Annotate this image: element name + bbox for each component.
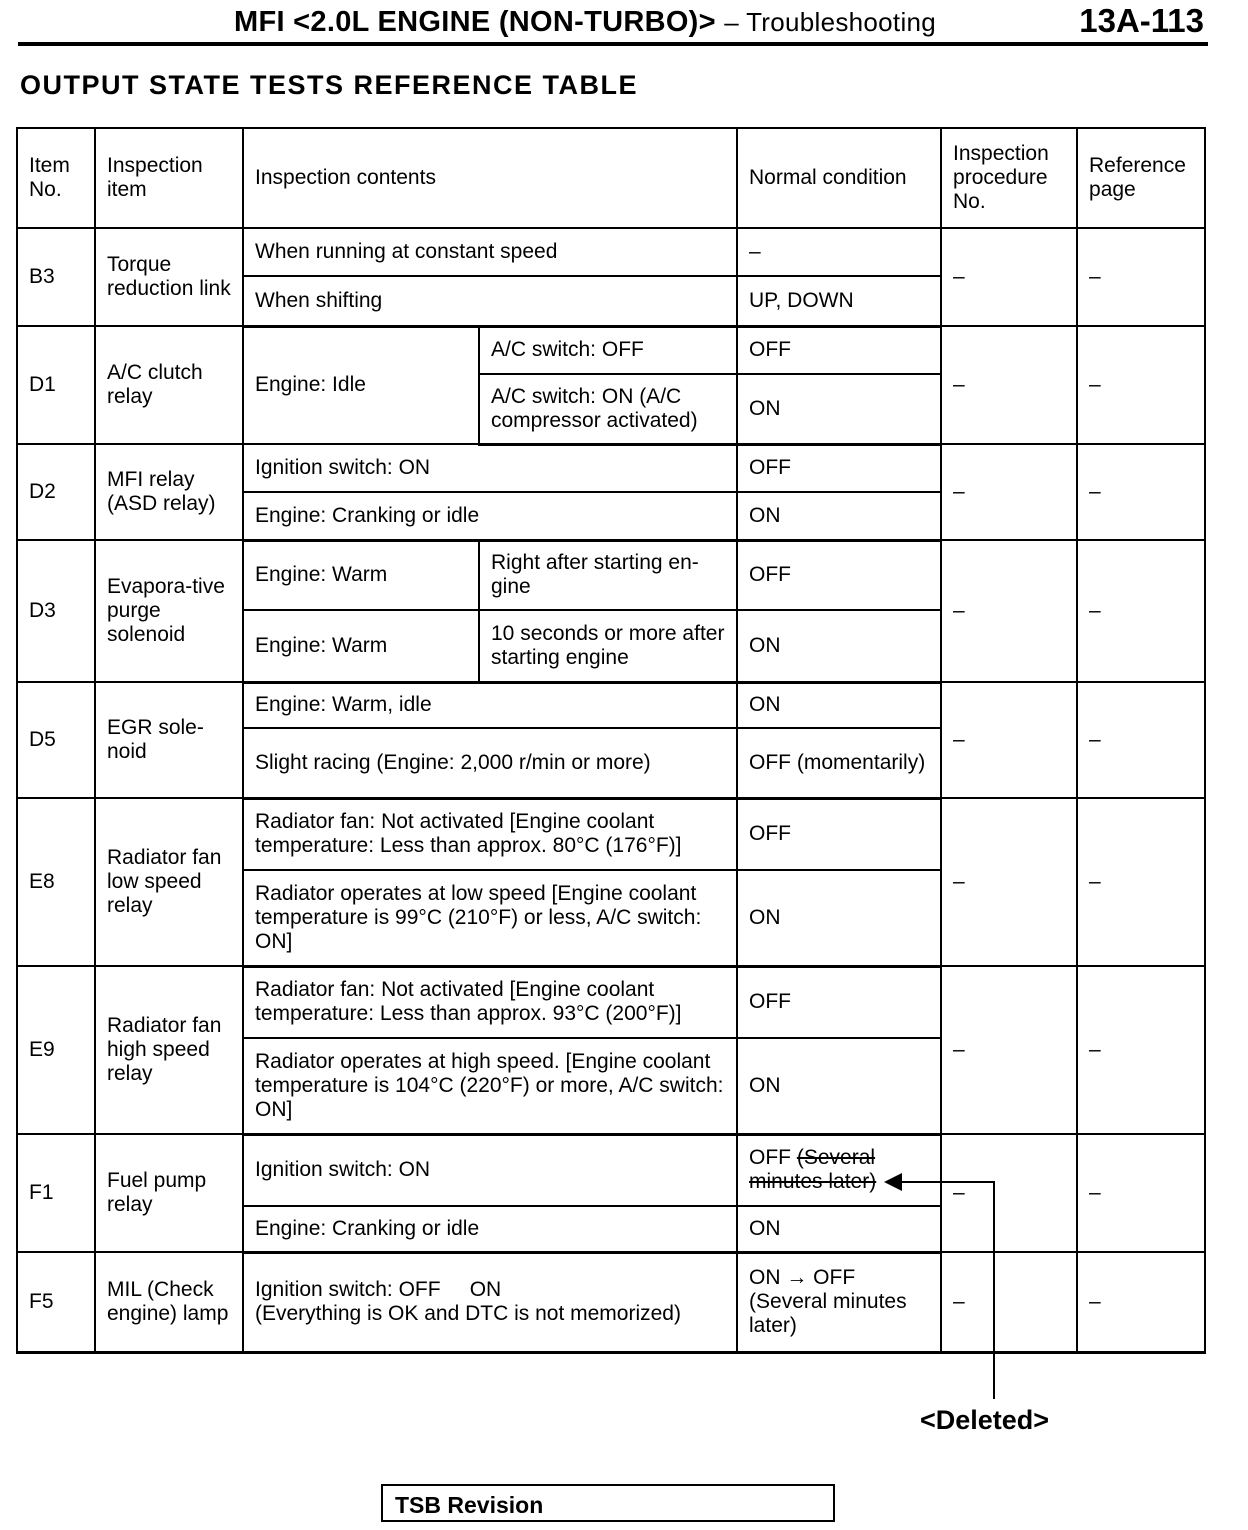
procedure-no: – <box>941 798 1077 966</box>
col-inspection-contents: Inspection contents <box>243 128 737 228</box>
page-header <box>18 2 1208 40</box>
deleted-text: (Several minutes later) <box>749 1146 877 1194</box>
normal-condition: – <box>737 228 941 276</box>
item-no: B3 <box>17 228 95 326</box>
col-normal-condition: Normal condition <box>737 128 941 228</box>
table-row <box>17 798 1205 870</box>
normal-condition <box>737 1134 941 1206</box>
procedure-no: – <box>941 682 1077 798</box>
inspection-content: Ignition switch: ON <box>243 444 737 492</box>
inspection-condition: Engine: Warm <box>243 540 479 610</box>
deleted-annotation: <Deleted> <box>920 1405 1050 1435</box>
inspection-content: A/C switch: ON (A/C compressor activated) <box>479 374 737 444</box>
inspection-item: Fuel pump relay <box>95 1134 243 1252</box>
reference-page: – <box>1077 444 1205 540</box>
normal-condition: ON <box>737 610 941 682</box>
inspection-content: A/C switch: OFF <box>479 326 737 374</box>
inspection-condition: Engine: Warm <box>243 610 479 682</box>
procedure-no: – <box>941 444 1077 540</box>
normal-condition: OFF <box>737 540 941 610</box>
item-no: D2 <box>17 444 95 540</box>
table-row <box>17 228 1205 276</box>
inspection-item: Torque reduction link <box>95 228 243 326</box>
header-rule <box>18 42 1208 46</box>
item-no: F5 <box>17 1252 95 1352</box>
procedure-no: – <box>941 228 1077 326</box>
inspection-content: Radiator fan: Not activated [Engine coolant temperature: Less than approx. 80°C (176°F)] <box>243 798 737 870</box>
col-item-no: Item No. <box>17 128 95 228</box>
header-subtitle: – Troubleshooting <box>724 7 937 37</box>
inspection-content: When running at constant speed <box>243 228 737 276</box>
col-procedure-no: Inspection procedure No. <box>941 128 1077 228</box>
item-no: E9 <box>17 966 95 1134</box>
col-inspection-item: Inspection item <box>95 128 243 228</box>
reference-page: – <box>1077 1252 1205 1352</box>
inspection-content: Slight racing (Engine: 2,000 r/min or more) <box>243 728 737 798</box>
procedure-no: – <box>941 1134 1077 1252</box>
table-row <box>17 326 1205 374</box>
inspection-content: Engine: Warm, idle <box>243 682 737 728</box>
inspection-item: MIL (Check engine) lamp <box>95 1252 243 1352</box>
reference-page: – <box>1077 966 1205 1134</box>
inspection-content: Radiator operates at low speed [Engine coolant temperature is 99°C (210°F) or less, A/C switch: ON] <box>243 870 737 966</box>
table-row <box>17 540 1205 610</box>
reference-page: – <box>1077 228 1205 326</box>
inspection-content: Ignition switch: ON <box>243 1134 737 1206</box>
deleted-leader-horizontal <box>893 1181 993 1183</box>
item-no: E8 <box>17 798 95 966</box>
inspection-content-line: Ignition switch: OFF ON <box>255 1277 502 1301</box>
item-no: F1 <box>17 1134 95 1252</box>
arrow-left-icon <box>884 1173 902 1191</box>
inspection-content: Radiator operates at high speed. [Engine coolant temperature is 104°C (220°F) or more, A/C switch: ON] <box>243 1038 737 1134</box>
inspection-content-line: (Everything is OK and DTC is not memorized) <box>255 1302 681 1325</box>
reference-page: – <box>1077 540 1205 682</box>
inspection-item: Radiator fan low speed relay <box>95 798 243 966</box>
reference-page: – <box>1077 1134 1205 1252</box>
inspection-content: 10 seconds or more after starting engine <box>479 610 737 682</box>
normal-condition: ON <box>737 682 941 728</box>
page-number: 13A-113 <box>1079 2 1204 39</box>
normal-condition: OFF <box>737 326 941 374</box>
table-row <box>17 682 1205 728</box>
inspection-content: Radiator fan: Not activated [Engine coolant temperature: Less than approx. 93°C (200°F)] <box>243 966 737 1038</box>
inspection-item: Radiator fan high speed relay <box>95 966 243 1134</box>
normal-condition: OFF <box>737 798 941 870</box>
item-no: D5 <box>17 682 95 798</box>
normal-condition: OFF <box>737 966 941 1038</box>
procedure-no: – <box>941 966 1077 1134</box>
normal-condition: ON <box>737 870 941 966</box>
procedure-no: – <box>941 540 1077 682</box>
inspection-content: Right after starting en-gine <box>479 540 737 610</box>
normal-condition: ON <box>737 374 941 444</box>
normal-condition: UP, DOWN <box>737 276 941 326</box>
reference-table <box>16 127 1206 1354</box>
table-row <box>17 1252 1205 1352</box>
inspection-item: Evapora-tive purge solenoid <box>95 540 243 682</box>
deleted-leader-vertical <box>993 1181 995 1399</box>
procedure-no: – <box>941 1252 1077 1352</box>
inspection-content <box>243 1252 737 1352</box>
normal-condition: OFF (momentarily) <box>737 728 941 798</box>
table-row <box>17 1134 1205 1206</box>
inspection-content: When shifting <box>243 276 737 326</box>
col-reference-page: Reference page <box>1077 128 1205 228</box>
header-title: MFI <2.0L ENGINE (NON-TURBO)> <box>234 6 716 38</box>
inspection-item: MFI relay (ASD relay) <box>95 444 243 540</box>
tsb-revision-box <box>381 1484 835 1522</box>
section-title: OUTPUT STATE TESTS REFERENCE TABLE <box>20 70 639 100</box>
item-no: D1 <box>17 326 95 444</box>
normal-condition: ON <box>737 1038 941 1134</box>
normal-condition: ON <box>737 1206 941 1252</box>
procedure-no: – <box>941 326 1077 444</box>
item-no: D3 <box>17 540 95 682</box>
inspection-condition: Engine: Idle <box>243 326 479 444</box>
inspection-content: Engine: Cranking or idle <box>243 1206 737 1252</box>
inspection-content: Engine: Cranking or idle <box>243 492 737 540</box>
normal-condition-value: OFF <box>749 1146 792 1170</box>
normal-condition: OFF <box>737 444 941 492</box>
inspection-item: A/C clutch relay <box>95 326 243 444</box>
table-row <box>17 966 1205 1038</box>
table-header-row <box>17 128 1205 228</box>
reference-page: – <box>1077 682 1205 798</box>
inspection-item: EGR sole-noid <box>95 682 243 798</box>
normal-condition: ON → OFF (Several minutes later) <box>737 1252 941 1352</box>
reference-page: – <box>1077 798 1205 966</box>
normal-condition: ON <box>737 492 941 540</box>
tsb-revision-label: TSB Revision <box>395 1492 544 1518</box>
table-row <box>17 444 1205 492</box>
reference-page: – <box>1077 326 1205 444</box>
